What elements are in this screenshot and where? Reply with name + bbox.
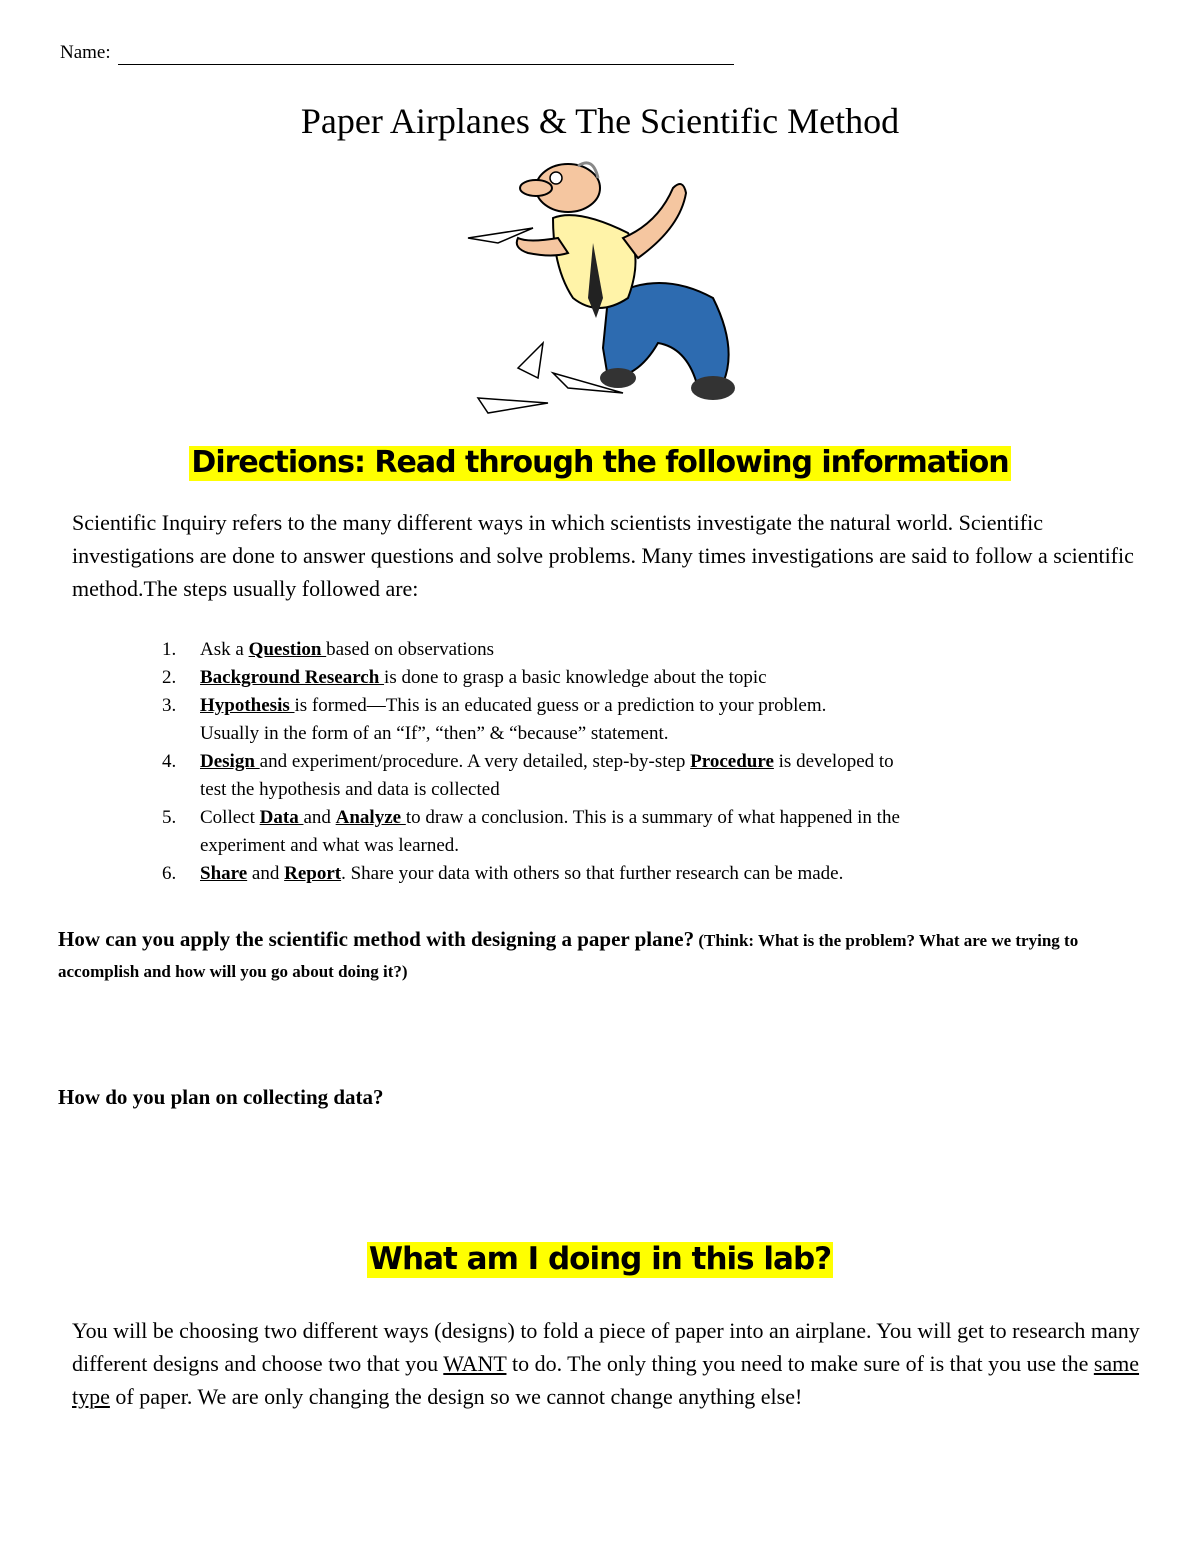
directions-heading: Directions: Read through the following information [191,445,1009,480]
keyword: Hypothesis [200,695,295,716]
scientific-method-steps [162,636,1122,888]
keyword: Design [200,751,260,772]
name-blank-line[interactable] [118,64,734,65]
intro-paragraph: Scientific Inquiry refers to the many different ways in which scientists investigate the natural world. Scientific investigations are done to answer questions and solve problems. Many times investigations are said to follow a scientific method.The steps usually followed are: [72,510,1134,601]
keyword: Question [248,639,327,660]
man-throwing-paper-airplane-icon [458,148,748,418]
keyword: Share [200,863,248,884]
step-item: 6. Share and Report. Share your data with others so that further research can be made. [162,863,844,884]
keyword: Background Research [200,667,385,688]
keyword: Procedure [690,751,774,772]
name-label: Name: [60,42,111,63]
keyword: Analyze [335,807,406,828]
page-title: Paper Airplanes & The Scientific Method [300,101,900,141]
step-item: 1. Ask a Question based on observations [162,639,494,660]
step-item: 3. Hypothesis is formed—This is an educated guess or a prediction to your problem. Usually in the form of an “If”, “then” & “because” statement. [162,695,827,744]
lab-heading: What am I doing in this lab? [368,1241,832,1277]
keyword: Data [259,807,304,828]
lab-description: You will be choosing two different ways (designs) to fold a piece of paper into an airplane. You will get to research many different designs and choose two that you WANT to do. The only thing you need to make sure of is that you use the same type of paper. We are only changing the design so we cannot change anything else! [72,1318,1140,1409]
keyword: Report [284,863,342,884]
question-apply-method: How can you apply the scientific method with designing a paper plane? (Think: What is the problem? What are we trying to accomplish and how will you go about doing it?) [58,927,1079,981]
question-collecting-data: How do you plan on collecting data? [58,1085,384,1109]
step-item: 5. Collect Data and Analyze to draw a conclusion. This is a summary of what happened in the experiment and what was learned. [162,807,900,856]
step-item: 4. Design and experiment/procedure. A very detailed, step-by-step Procedure is developed to test the hypothesis and data is collected [162,751,894,800]
step-item: 2. Background Research is done to grasp a basic knowledge about the topic [162,667,767,688]
